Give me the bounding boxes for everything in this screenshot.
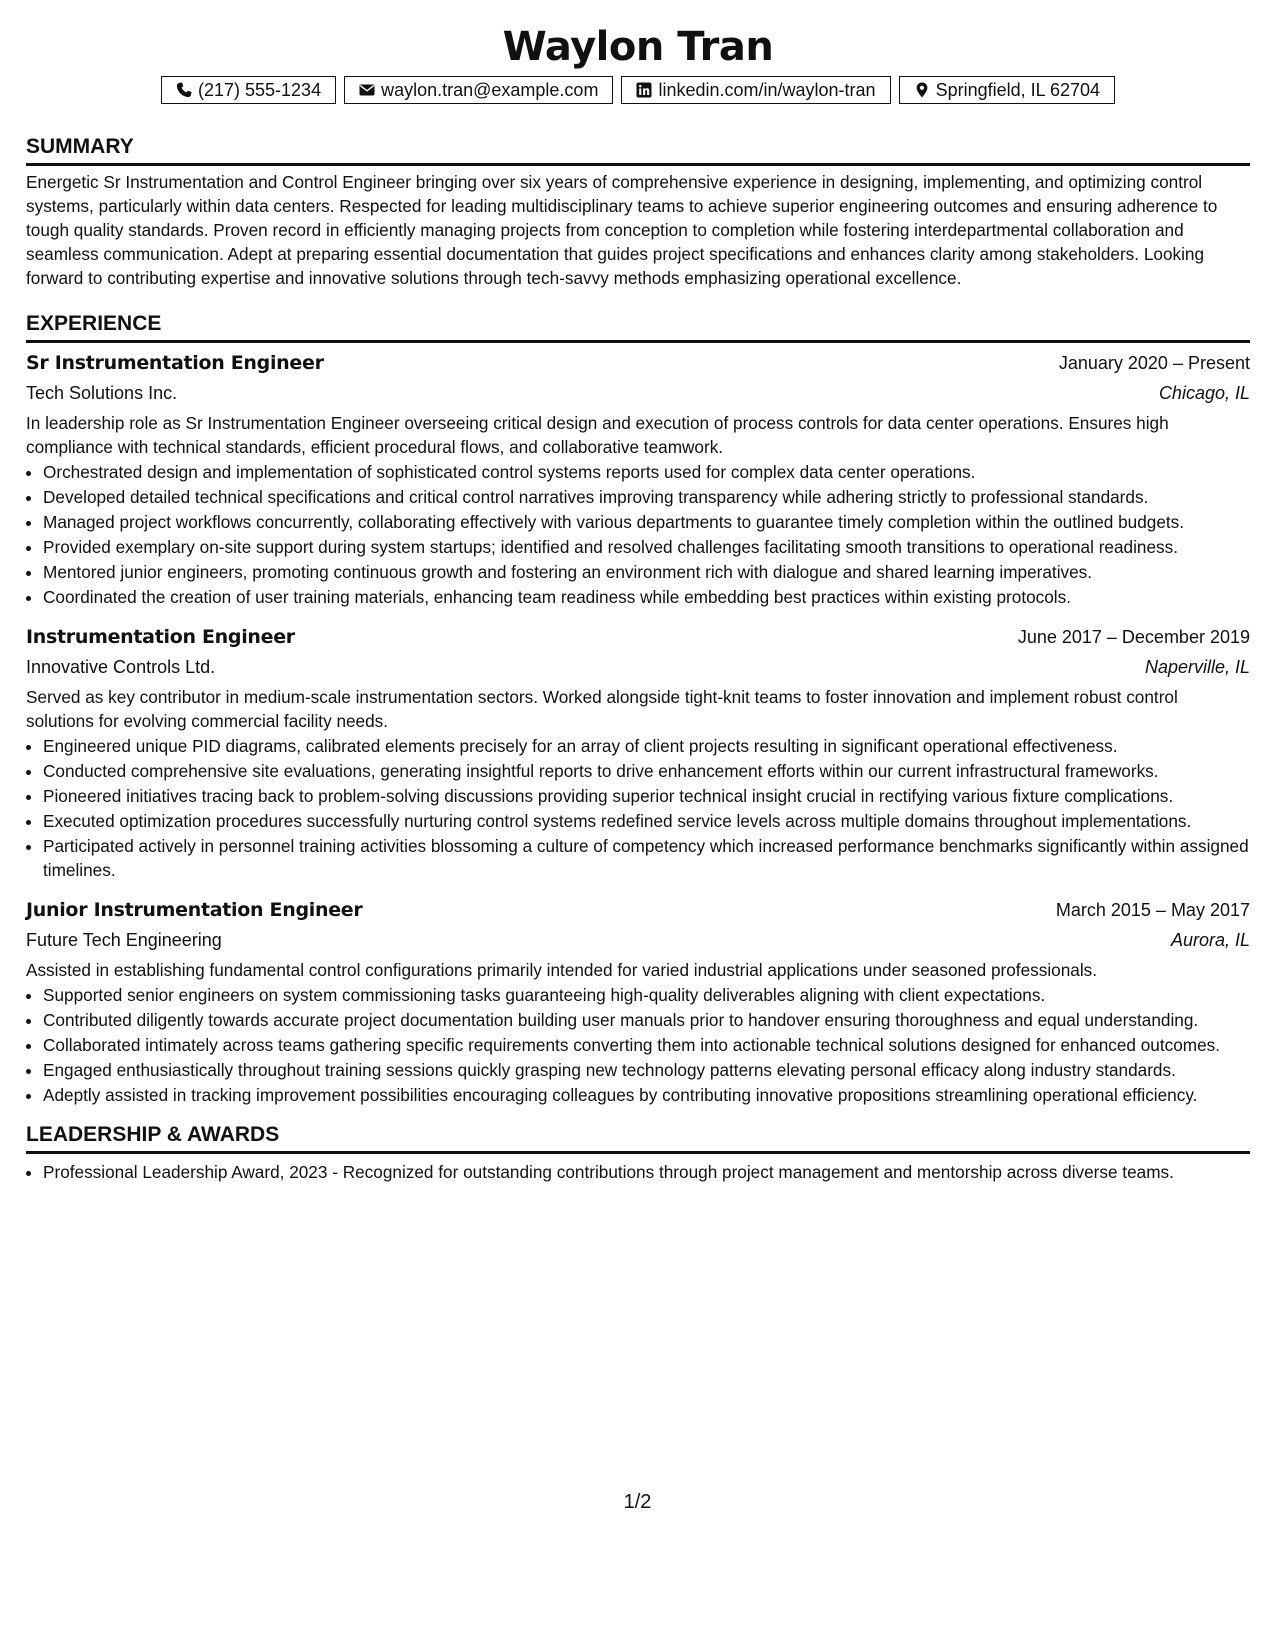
job-bullet: • Coordinated the creation of user training materials, enhancing team readiness while embedding best practices within existing protocols. [43, 585, 1250, 609]
job-bullet: • Contributed diligently towards accurate project documentation building user manuals prior to handover ensuring thoroughness and equal understanding. [43, 1008, 1250, 1032]
experience-section [26, 312, 1250, 1107]
experience-heading: EXPERIENCE [26, 312, 1250, 343]
job-header-row [26, 349, 1250, 378]
job-entry [26, 896, 1250, 1107]
contact-linkedin-text: linkedin.com/in/waylon-tran [658, 80, 876, 100]
job-entry [26, 349, 1250, 609]
job-bullet: • Pioneered initiatives tracing back to problem-solving discussions providing superior technical insight crucial in rectifying various fixture complications. [43, 784, 1250, 808]
job-dates: January 2020 – Present [1058, 353, 1250, 373]
awards-heading: LEADERSHIP & AWARDS [26, 1123, 1250, 1154]
job-dates: June 2017 – December 2019 [1017, 627, 1250, 647]
job-dates: March 2015 – May 2017 [1055, 900, 1250, 920]
summary-text: Energetic Sr Instrumentation and Control Engineer bringing over six years of comprehensive experience in designing, implementing, and optimizing control systems, particularly within data centers. Respected for leading multidisciplinary teams to achieve superior engineering outcomes and ensuring adherence to tough quality standards. Proven record in efficiently managing projects from conception to completion while fostering interdepartmental collaboration and seamless communication. Adept at preparing essential documentation that guides project specifications and enhances clarity among stakeholders. Looking forward to contributing expertise and innovative solutions through tech-savvy methods emphasizing operational excellence. [26, 172, 1218, 288]
job-bullet: • Executed optimization procedures successfully nurturing control systems redefined service levels across multiple domains throughout implementations. [43, 809, 1250, 833]
job-title: Instrumentation Engineer [26, 626, 295, 648]
contact-location [899, 76, 1115, 104]
page-number: 1/2 [623, 1491, 652, 1513]
job-description: Assisted in establishing fundamental control configurations primarily intended for varied industrial applications under seasoned professionals. [26, 960, 1098, 980]
job-company: Tech Solutions Inc. [26, 383, 178, 403]
phone-icon [176, 82, 192, 98]
job-company: Future Tech Engineering [26, 930, 222, 950]
linkedin-icon [636, 82, 652, 98]
job-bullet: • Engaged enthusiastically throughout training sessions quickly grasping new technology patterns elevating personal efficacy along industry standards. [43, 1058, 1250, 1082]
contact-email[interactable] [344, 76, 613, 104]
job-bullet: • Participated actively in personnel training activities blossoming a culture of competency which increased performance benchmarks significantly within assigned timelines. [43, 834, 1250, 882]
job-bullet: • Collaborated intimately across teams gathering specific requirements converting them into actionable technical solutions designed for enhanced outcomes. [43, 1033, 1250, 1057]
job-bullet: • Managed project workflows concurrently, collaborating effectively with various departments to guarantee timely completion within the outlined budgets. [43, 510, 1250, 534]
job-company-row [26, 925, 1250, 955]
contact-email-text: waylon.tran@example.com [381, 80, 599, 100]
summary-heading: SUMMARY [26, 135, 1250, 166]
job-bullet: • Provided exemplary on-site support during system startups; identified and resolved challenges facilitating smooth transitions to operational readiness. [43, 535, 1250, 559]
job-bullet: • Engineered unique PID diagrams, calibrated elements precisely for an array of client projects resulting in significant operational effectiveness. [43, 734, 1250, 758]
award-item: • Professional Leadership Award, 2023 - Recognized for outstanding contributions through project management and mentorship across diverse teams. [43, 1160, 1250, 1184]
contact-phone[interactable] [161, 76, 336, 104]
job-title: Junior Instrumentation Engineer [26, 899, 363, 921]
job-bullets [26, 983, 1250, 1107]
contact-linkedin[interactable] [621, 76, 890, 104]
job-location: Chicago, IL [1158, 383, 1250, 403]
job-bullet: • Supported senior engineers on system commissioning tasks guaranteeing high-quality deliverables aligning with client expectations. [43, 983, 1250, 1007]
job-location: Aurora, IL [1170, 930, 1250, 950]
job-bullet: • Conducted comprehensive site evaluations, generating insightful reports to drive enhancement efforts within our current infrastructural frameworks. [43, 759, 1250, 783]
job-bullets [26, 734, 1250, 882]
job-company: Innovative Controls Ltd. [26, 657, 216, 677]
contact-phone-text: (217) 555-1234 [197, 80, 322, 100]
job-bullet: • Mentored junior engineers, promoting continuous growth and fostering an environment rich with dialogue and shared learning imperatives. [43, 560, 1250, 584]
resume-page [26, 20, 1250, 1184]
job-location: Naperville, IL [1144, 657, 1250, 677]
job-bullet: • Adeptly assisted in tracking improvement possibilities encouraging colleagues by contributing innovative propositions streamlining operational efficiency. [43, 1083, 1250, 1107]
job-company-row [26, 378, 1250, 408]
job-title: Sr Instrumentation Engineer [26, 352, 324, 374]
job-bullet: • Orchestrated design and implementation of sophisticated control systems reports used for complex data center operations. [43, 460, 1250, 484]
job-bullet: • Developed detailed technical specifications and critical control narratives improving transparency while adhering strictly to professional standards. [43, 485, 1250, 509]
summary-section [26, 135, 1250, 290]
job-company-row [26, 652, 1250, 682]
job-description: Served as key contributor in medium-scale instrumentation sectors. Worked alongside tight-knit teams to foster innovation and implement robust control solutions for evolving commercial facility needs. [26, 687, 1178, 731]
job-header-row [26, 623, 1250, 652]
map-pin-icon [914, 82, 930, 98]
awards-section [26, 1123, 1250, 1184]
contact-bar [26, 76, 1250, 104]
job-entry [26, 623, 1250, 882]
awards-list [26, 1160, 1250, 1184]
candidate-name: Waylon Tran [502, 24, 774, 70]
envelope-icon [359, 82, 375, 98]
job-header-row [26, 896, 1250, 925]
contact-location-text: Springfield, IL 62704 [935, 80, 1101, 100]
job-description: In leadership role as Sr Instrumentation Engineer overseeing critical design and execution of process controls for data center operations. Ensures high compliance with technical standards, efficient procedural flows, and collaborative teamwork. [26, 413, 1169, 457]
job-bullets [26, 460, 1250, 609]
